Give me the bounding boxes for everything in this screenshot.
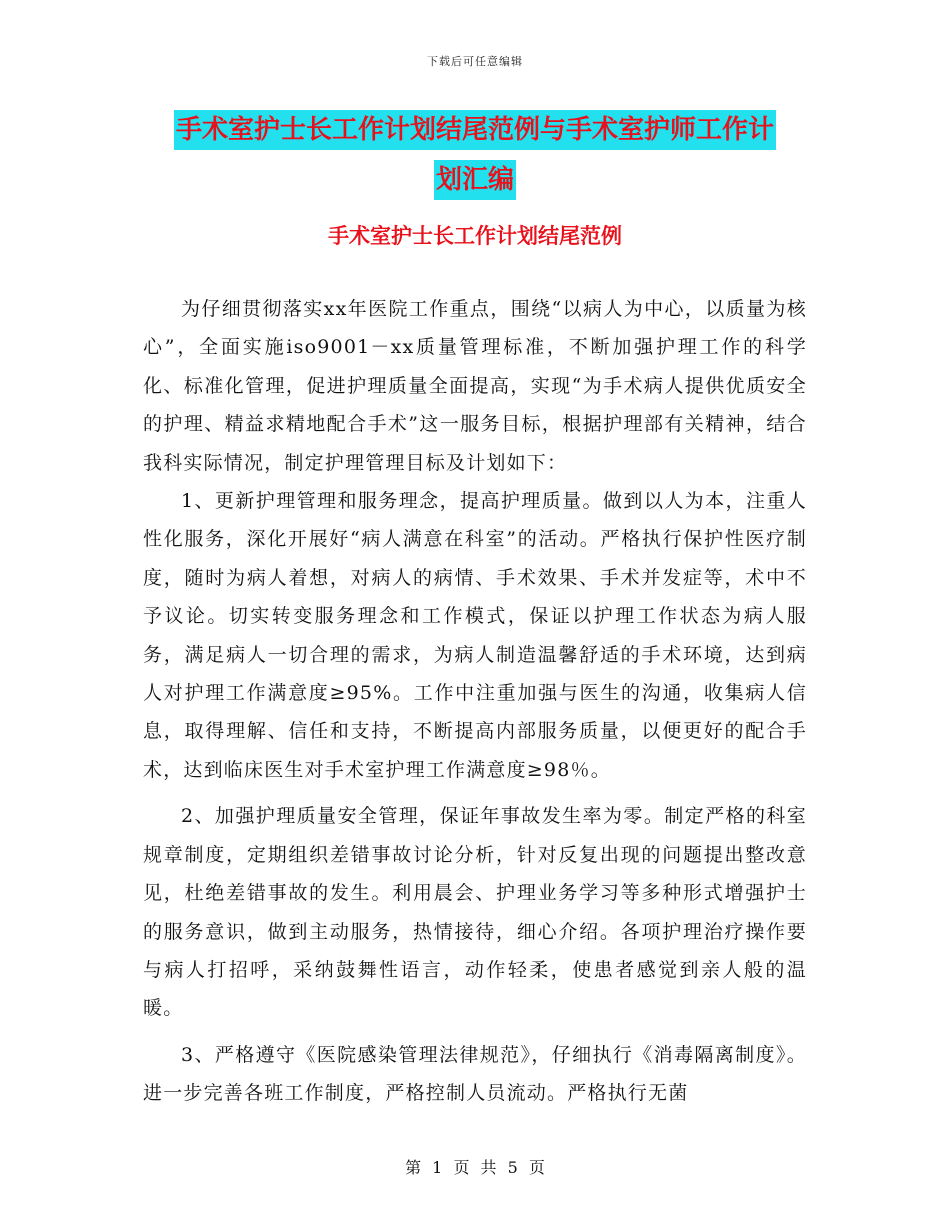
paragraph-intro: 为仔细贯彻落实xx年医院工作重点，围绕“以病人为中心，以质量为核心”，全面实施iso9001－xx质量管理标准，不断加强护理工作的科学化、标准化管理，促进护理质量全面提高，实现“为手术病人提供优质安全的护理、精益求精地配合手术”这一服务目标，根据护理部有关精神，结合我科实际情况，制定护理管理目标及计划如下： — [143, 298, 807, 474]
section-title: 手术室护士长工作计划结尾范例 — [328, 224, 622, 248]
title-line-2: 划汇编 — [434, 160, 516, 200]
paragraph-item-1: 1、更新护理管理和服务理念，提高护理质量。做到以人为本，注重人性化服务，深化开展好“病人满意在科室”的活动。严格执行保护性医疗制度，随时为病人着想，对病人的病情、手术效果、手术并发症等，术中不予议论。切实转变服务理念和工作模式，保证以护理工作状态为病人服务，满足病人一切合理的需求，为病人制造温馨舒适的手术环境，达到病人对护理工作满意度≥95%。工作中注重加强与医生的沟通，收集病人信息，取得理解、信任和支持，不断提高内部服务质量，以便更好的配合手术，达到临床医生对手术室护理工作满意度≥98％。 — [143, 490, 807, 781]
header-note: 下载后可任意编辑 — [427, 55, 523, 68]
document-title — [130, 110, 820, 210]
title-line-1: 手术室护士长工作计划结尾范例与手术室护师工作计 — [174, 110, 776, 150]
paragraph-item-2: 2、加强护理质量安全管理，保证年事故发生率为零。制定严格的科室规章制度，定期组织差错事故讨论分析，针对反复出现的问题提出整改意见，杜绝差错事故的发生。利用晨会、护理业务学习等多种形式增强护士的服务意识，做到主动服务，热情接待，细心介绍。各项护理治疗操作要与病人打招呼，采纳鼓舞性语言，动作轻柔，使患者感觉到亲人般的温暖。 — [143, 805, 807, 1020]
document-body — [143, 290, 807, 1113]
paragraph-item-3: 3、严格遵守《医院感染管理法律规范》，仔细执行《消毒隔离制度》。进一步完善各班工作制度，严格控制人员流动。严格执行无菌 — [143, 1043, 807, 1105]
page-footer: 第 1 页 共 5 页 — [405, 1158, 545, 1177]
